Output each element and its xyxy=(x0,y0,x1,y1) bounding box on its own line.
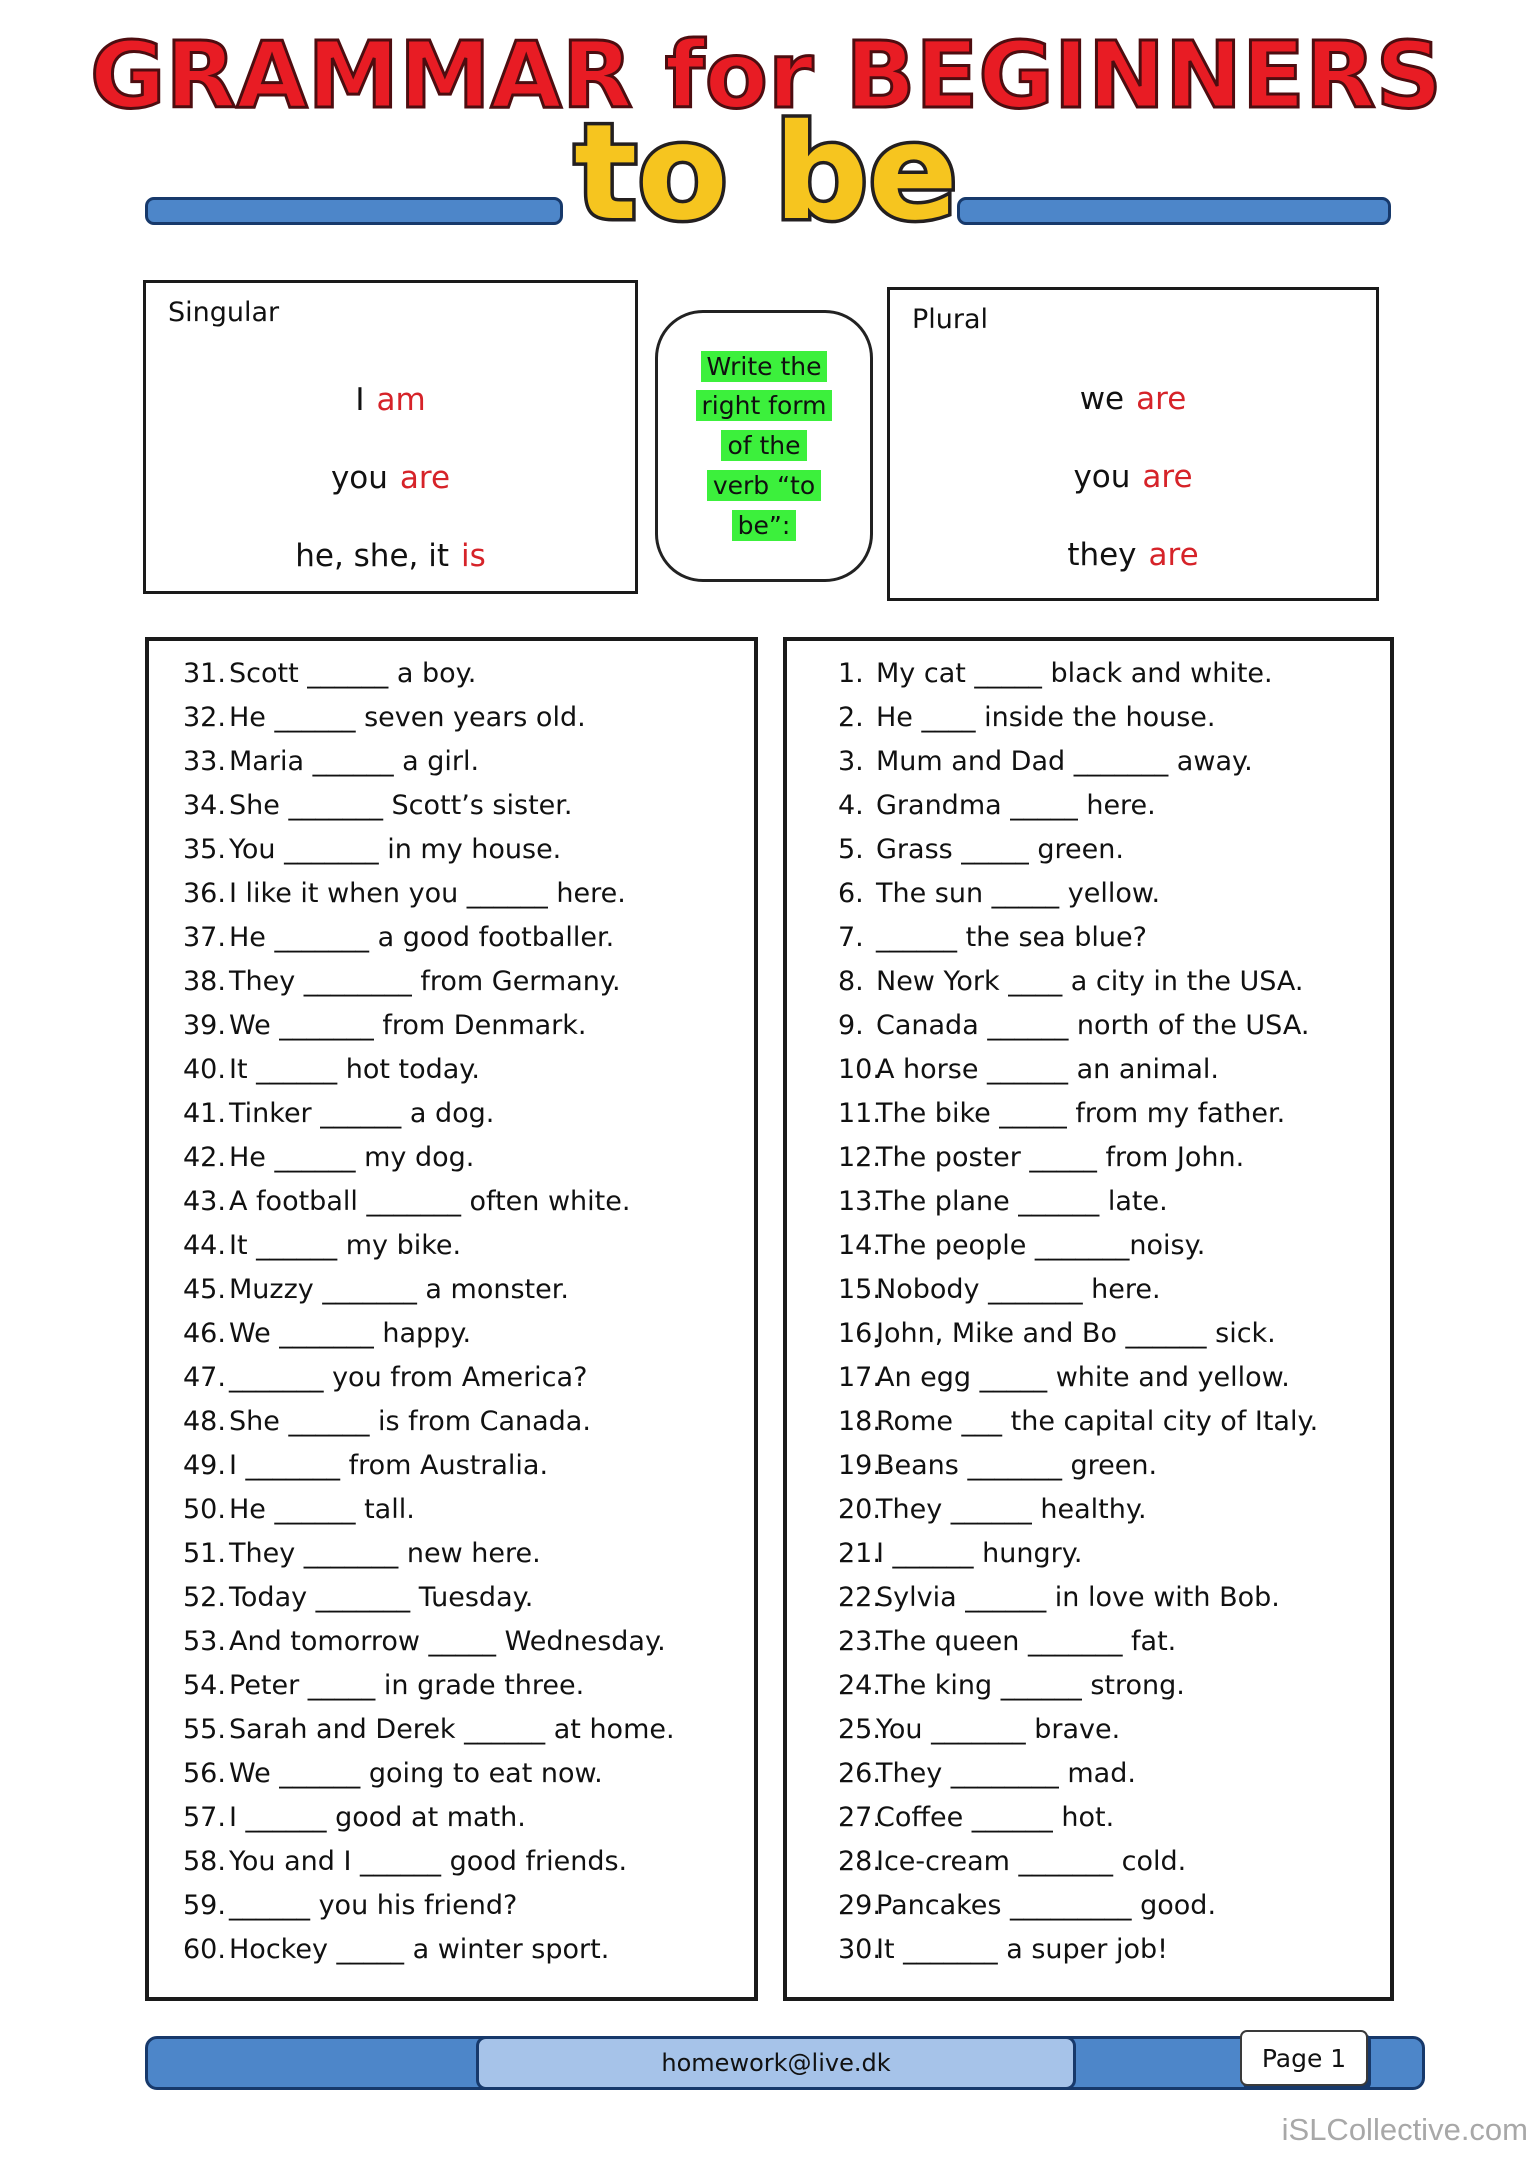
item-number: 7. xyxy=(838,921,864,953)
item-text: Beans _______ green. xyxy=(876,1449,1158,1481)
instruction-line xyxy=(696,389,833,423)
item-number: 54. xyxy=(183,1669,226,1701)
item-text: A football _______ often white. xyxy=(229,1185,631,1217)
item-text: The plane ______ late. xyxy=(876,1185,1168,1217)
instruction-line-text: of the xyxy=(721,430,806,461)
item-text: John, Mike and Bo ______ sick. xyxy=(876,1317,1276,1349)
item-text: I ______ hungry. xyxy=(876,1537,1083,1569)
item-text: They ________ mad. xyxy=(876,1757,1136,1789)
item-text: He ______ seven years old. xyxy=(229,701,586,733)
exercise-item xyxy=(787,1927,1390,1971)
item-number: 55. xyxy=(183,1713,226,1745)
item-text: Sarah and Derek ______ at home. xyxy=(229,1713,675,1745)
item-text: He _______ a good footballer. xyxy=(229,921,615,953)
item-text: It ______ my bike. xyxy=(229,1229,462,1261)
item-text: _______ you from America? xyxy=(229,1361,588,1393)
item-number: 25. xyxy=(838,1713,881,1745)
item-number: 23. xyxy=(838,1625,881,1657)
exercise-item xyxy=(787,695,1390,739)
item-number: 47. xyxy=(183,1361,226,1393)
item-text: An egg _____ white and yellow. xyxy=(876,1361,1290,1393)
item-text: Tinker ______ a dog. xyxy=(229,1097,495,1129)
exercise-item xyxy=(787,1047,1390,1091)
item-number: 52. xyxy=(183,1581,226,1613)
instruction-line-text: be”: xyxy=(732,510,797,541)
plural-form-row xyxy=(890,360,1376,438)
item-text: Maria ______ a girl. xyxy=(229,745,480,777)
instruction-line xyxy=(701,350,828,384)
item-text: Sylvia ______ in love with Bob. xyxy=(876,1581,1280,1613)
exercise-item xyxy=(787,1575,1390,1619)
item-text: We ______ going to eat now. xyxy=(229,1757,603,1789)
item-number: 2. xyxy=(838,701,864,733)
exercise-item xyxy=(149,1223,754,1267)
exercise-item xyxy=(149,1179,754,1223)
verb-form: are xyxy=(1142,459,1193,495)
exercise-item xyxy=(787,1091,1390,1135)
exercise-item xyxy=(787,1399,1390,1443)
worksheet-title: GRAMMAR for BEGINNERS xyxy=(89,22,1442,129)
verb-form: is xyxy=(461,538,486,574)
exercise-item xyxy=(787,651,1390,695)
exercise-item xyxy=(149,1355,754,1399)
exercise-item xyxy=(149,827,754,871)
instruction-line-text: right form xyxy=(696,390,833,421)
instruction-line-text: verb “to xyxy=(707,470,821,501)
item-number: 59. xyxy=(183,1889,226,1921)
exercise-item xyxy=(149,1135,754,1179)
item-text: Pancakes _________ good. xyxy=(876,1889,1217,1921)
item-number: 39. xyxy=(183,1009,226,1041)
item-text: Scott ______ a boy. xyxy=(229,657,477,689)
exercise-item xyxy=(787,1795,1390,1839)
exercise-item xyxy=(787,1355,1390,1399)
item-text: ______ the sea blue? xyxy=(876,921,1147,953)
item-text: It ______ hot today. xyxy=(229,1053,481,1085)
pronoun: he, she, it xyxy=(295,538,449,574)
exercise-item xyxy=(787,871,1390,915)
item-text: The queen _______ fat. xyxy=(876,1625,1177,1657)
exercise-item xyxy=(149,783,754,827)
item-text: The poster _____ from John. xyxy=(876,1141,1245,1173)
exercise-item xyxy=(787,1135,1390,1179)
item-number: 27. xyxy=(838,1801,881,1833)
exercise-item xyxy=(787,783,1390,827)
exercise-item xyxy=(787,915,1390,959)
item-text: You _______ in my house. xyxy=(229,833,562,865)
item-text: Muzzy _______ a monster. xyxy=(229,1273,569,1305)
item-number: 48. xyxy=(183,1405,226,1437)
plural-forms xyxy=(890,360,1376,594)
exercise-item xyxy=(149,959,754,1003)
pronoun: they xyxy=(1067,537,1137,573)
verb-form: are xyxy=(1148,537,1199,573)
item-number: 12. xyxy=(838,1141,881,1173)
item-number: 51. xyxy=(183,1537,226,1569)
pronoun: you xyxy=(330,460,388,496)
instruction-box xyxy=(655,310,873,582)
instruction-line xyxy=(721,429,806,463)
exercise-item xyxy=(149,1091,754,1135)
exercise-item xyxy=(149,1003,754,1047)
item-number: 49. xyxy=(183,1449,226,1481)
item-number: 14. xyxy=(838,1229,881,1261)
pronoun: we xyxy=(1079,381,1125,417)
item-text: My cat _____ black and white. xyxy=(876,657,1273,689)
exercise-item xyxy=(787,827,1390,871)
item-text: ______ you his friend? xyxy=(229,1889,518,1921)
exercise-item xyxy=(149,1487,754,1531)
exercise-item xyxy=(149,1311,754,1355)
plural-form-row xyxy=(890,438,1376,516)
item-number: 41. xyxy=(183,1097,226,1129)
instruction-text xyxy=(696,350,833,543)
worksheet-subtitle: to be xyxy=(574,96,958,250)
item-text: He ______ tall. xyxy=(229,1493,415,1525)
item-number: 42. xyxy=(183,1141,226,1173)
item-text: We _______ happy. xyxy=(229,1317,472,1349)
exercise-item xyxy=(149,1399,754,1443)
exercise-list-right xyxy=(787,641,1390,1971)
instruction-line xyxy=(707,469,821,503)
exercise-item xyxy=(149,1839,754,1883)
item-number: 20. xyxy=(838,1493,881,1525)
exercise-item xyxy=(787,1179,1390,1223)
exercise-item xyxy=(787,1663,1390,1707)
page-number-badge: Page 1 xyxy=(1240,2030,1368,2086)
item-text: Canada ______ north of the USA. xyxy=(876,1009,1310,1041)
item-text: You _______ brave. xyxy=(876,1713,1121,1745)
singular-form-row xyxy=(146,517,635,595)
item-text: New York ____ a city in the USA. xyxy=(876,965,1304,997)
item-number: 44. xyxy=(183,1229,226,1261)
exercise-item xyxy=(787,1311,1390,1355)
item-number: 9. xyxy=(838,1009,864,1041)
item-text: He ____ inside the house. xyxy=(876,701,1216,733)
item-number: 16. xyxy=(838,1317,881,1349)
exercise-item xyxy=(149,1575,754,1619)
exercise-box-left xyxy=(145,637,758,2001)
item-text: Today _______ Tuesday. xyxy=(229,1581,534,1613)
item-text: And tomorrow _____ Wednesday. xyxy=(229,1625,666,1657)
item-text: The bike _____ from my father. xyxy=(876,1097,1286,1129)
exercise-item xyxy=(787,1443,1390,1487)
islcollective-watermark: iSLCollective.com xyxy=(1281,2112,1528,2147)
exercise-item xyxy=(149,1443,754,1487)
item-number: 60. xyxy=(183,1933,226,1965)
exercise-item xyxy=(149,1619,754,1663)
item-text: Peter _____ in grade three. xyxy=(229,1669,585,1701)
item-number: 31. xyxy=(183,657,226,689)
item-number: 18. xyxy=(838,1405,881,1437)
item-number: 13. xyxy=(838,1185,881,1217)
exercise-item xyxy=(787,1619,1390,1663)
exercise-list-left xyxy=(149,641,754,1971)
exercise-item xyxy=(787,1883,1390,1927)
exercise-box-right xyxy=(783,637,1394,2001)
item-number: 58. xyxy=(183,1845,226,1877)
item-number: 35. xyxy=(183,833,226,865)
exercise-item xyxy=(787,1003,1390,1047)
item-text: Mum and Dad _______ away. xyxy=(876,745,1253,777)
item-number: 33. xyxy=(183,745,226,777)
item-number: 22. xyxy=(838,1581,881,1613)
item-number: 56. xyxy=(183,1757,226,1789)
exercise-item xyxy=(787,739,1390,783)
item-number: 53. xyxy=(183,1625,226,1657)
exercise-item xyxy=(787,1531,1390,1575)
exercise-item xyxy=(149,739,754,783)
item-text: I ______ good at math. xyxy=(229,1801,526,1833)
item-number: 50. xyxy=(183,1493,226,1525)
item-number: 8. xyxy=(838,965,864,997)
item-number: 36. xyxy=(183,877,226,909)
item-text: A horse ______ an animal. xyxy=(876,1053,1219,1085)
item-number: 5. xyxy=(838,833,864,865)
item-text: They ________ from Germany. xyxy=(229,965,621,997)
exercise-item xyxy=(149,1267,754,1311)
item-number: 26. xyxy=(838,1757,881,1789)
exercise-item xyxy=(149,1927,754,1971)
exercise-item xyxy=(787,1751,1390,1795)
item-number: 6. xyxy=(838,877,864,909)
instruction-line-text: Write the xyxy=(701,351,828,382)
item-number: 24. xyxy=(838,1669,881,1701)
item-number: 32. xyxy=(183,701,226,733)
item-text: She _______ Scott’s sister. xyxy=(229,789,573,821)
plural-label: Plural xyxy=(912,304,989,335)
item-text: It _______ a super job! xyxy=(876,1933,1168,1965)
item-number: 17. xyxy=(838,1361,881,1393)
exercise-item xyxy=(149,915,754,959)
exercise-item xyxy=(787,1267,1390,1311)
item-text: The king ______ strong. xyxy=(876,1669,1185,1701)
item-number: 21. xyxy=(838,1537,881,1569)
item-text: Grandma _____ here. xyxy=(876,789,1156,821)
item-number: 28. xyxy=(838,1845,881,1877)
item-text: Grass _____ green. xyxy=(876,833,1124,865)
item-number: 11. xyxy=(838,1097,881,1129)
instruction-line xyxy=(732,509,797,543)
item-number: 4. xyxy=(838,789,864,821)
item-number: 15. xyxy=(838,1273,881,1305)
item-text: You and I ______ good friends. xyxy=(229,1845,628,1877)
exercise-item xyxy=(787,959,1390,1003)
singular-form-row xyxy=(146,439,635,517)
item-number: 10. xyxy=(838,1053,881,1085)
verb-form: are xyxy=(1136,381,1187,417)
item-text: Nobody _______ here. xyxy=(876,1273,1161,1305)
item-text: Ice-cream _______ cold. xyxy=(876,1845,1187,1877)
exercise-item xyxy=(787,1223,1390,1267)
item-number: 19. xyxy=(838,1449,881,1481)
verb-form: am xyxy=(376,382,426,418)
exercise-item xyxy=(787,1839,1390,1883)
exercise-item xyxy=(787,1487,1390,1531)
plural-box xyxy=(887,287,1379,601)
item-number: 43. xyxy=(183,1185,226,1217)
footer-email: homework@live.dk xyxy=(476,2036,1076,2090)
verb-form: are xyxy=(399,460,451,496)
plural-form-row xyxy=(890,516,1376,594)
item-text: Coffee ______ hot. xyxy=(876,1801,1115,1833)
item-number: 37. xyxy=(183,921,226,953)
item-text: They ______ healthy. xyxy=(876,1493,1147,1525)
item-number: 34. xyxy=(183,789,226,821)
exercise-item xyxy=(149,1707,754,1751)
pronoun: I xyxy=(355,382,365,418)
exercise-item xyxy=(149,1795,754,1839)
exercise-item xyxy=(149,871,754,915)
item-number: 29. xyxy=(838,1889,881,1921)
item-text: The sun _____ yellow. xyxy=(876,877,1161,909)
item-number: 40. xyxy=(183,1053,226,1085)
exercise-item xyxy=(149,1883,754,1927)
singular-label: Singular xyxy=(168,297,280,328)
exercise-item xyxy=(149,1663,754,1707)
exercise-item xyxy=(149,695,754,739)
singular-form-row xyxy=(146,361,635,439)
item-number: 45. xyxy=(183,1273,226,1305)
item-number: 30. xyxy=(838,1933,881,1965)
item-text: I like it when you ______ here. xyxy=(229,877,626,909)
item-text: The people _______noisy. xyxy=(876,1229,1206,1261)
pronoun: you xyxy=(1073,459,1131,495)
exercise-item xyxy=(149,1531,754,1575)
item-text: He ______ my dog. xyxy=(229,1141,475,1173)
exercise-item xyxy=(149,651,754,695)
item-text: Rome ___ the capital city of Italy. xyxy=(876,1405,1319,1437)
exercise-item xyxy=(787,1707,1390,1751)
item-text: They _______ new here. xyxy=(229,1537,541,1569)
item-number: 46. xyxy=(183,1317,226,1349)
exercise-item xyxy=(149,1751,754,1795)
item-text: I _______ from Australia. xyxy=(229,1449,549,1481)
item-number: 38. xyxy=(183,965,226,997)
singular-box xyxy=(143,280,638,594)
item-text: Hockey _____ a winter sport. xyxy=(229,1933,610,1965)
item-number: 3. xyxy=(838,745,864,777)
item-text: We _______ from Denmark. xyxy=(229,1009,587,1041)
item-number: 1. xyxy=(838,657,864,689)
item-number: 57. xyxy=(183,1801,226,1833)
exercise-item xyxy=(149,1047,754,1091)
singular-forms xyxy=(146,361,635,595)
item-text: She ______ is from Canada. xyxy=(229,1405,591,1437)
